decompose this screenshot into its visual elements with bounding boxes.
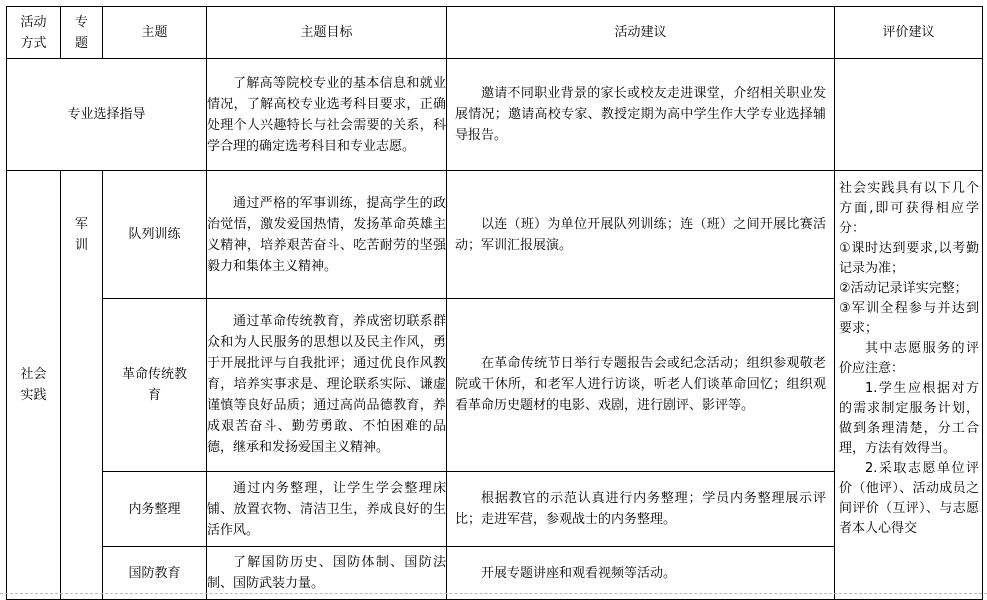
table-row-major-guidance <box>7 59 983 171</box>
theme-cell: 国防教育 <box>103 547 207 600</box>
eval-note: 其中志愿服务的评价应注意： <box>839 341 979 376</box>
header-topic-type: 专题 <box>61 7 103 59</box>
eval-point-2: 2.采取志愿单位评价（他评）、活动成员之间评价（互评）、与志愿者本人心得交 <box>839 461 979 536</box>
goal-cell: 了解国防历史、国防体制、国防法制、国防武装力量。 <box>207 547 447 600</box>
eval-item-2: ②活动记录详实完整； <box>839 281 968 296</box>
topic-continuation <box>61 547 103 600</box>
theme-cell: 革命传统教育 <box>103 299 207 472</box>
topic-military-training <box>61 171 103 299</box>
eval-intro: 社会实践具有以下几个方面,即可获得相应学分： <box>839 181 979 236</box>
header-row <box>7 7 983 59</box>
suggestion-cell: 以连（班）为单位开展队列训练；连（班）之间开展比赛活动；军训汇报展演。 <box>447 171 835 299</box>
header-goal: 主题目标 <box>207 7 447 59</box>
theme-cell: 内务整理 <box>103 471 207 546</box>
goal-cell: 了解高等院校专业的基本信息和就业情况，了解高校专业选考科目要求，正确处理个人兴趣特长与社会需要的关系，科学合理的确定选考科目和专业志愿。 <box>207 59 447 171</box>
theme-major-guidance: 专业选择指导 <box>7 59 207 171</box>
table-row <box>7 171 983 299</box>
header-evaluation: 评价建议 <box>835 7 983 59</box>
activity-table <box>6 6 983 600</box>
header-suggestion: 活动建议 <box>447 7 835 59</box>
eval-item-1: ①课时达到要求,以考勤记录为准； <box>839 241 979 276</box>
topic-continuation <box>61 299 103 472</box>
header-mode: 活动方式 <box>7 7 61 59</box>
header-theme: 主题 <box>103 7 207 59</box>
eval-point-1: 1.学生应根据对方的需求制定服务计划，做到条理清楚，分工合理，方法有效得当。 <box>839 381 979 456</box>
eval-item-3: ③军训全程参与并达到要求； <box>839 301 979 336</box>
suggestion-cell: 邀请不同职业背景的家长或校友走进课堂，介绍相关职业发展情况；邀请高校专家、教授定期为高中学生作大学专业选择辅导报告。 <box>447 59 835 171</box>
suggestion-cell: 开展专题讲座和观看视频等活动。 <box>447 547 835 600</box>
mode-social-practice <box>7 171 61 600</box>
theme-cell: 队列训练 <box>103 171 207 299</box>
goal-cell: 通过严格的军事训练，提高学生的政治觉悟，激发爱国热情，发扬革命英雄主义精神，培养艰苦奋斗、吃苦耐劳的坚强毅力和集体主义精神。 <box>207 171 447 299</box>
goal-cell: 通过革命传统教育，养成密切联系群众和为人民服务的思想以及民主作风，勇于开展批评与自我批评；通过优良作风教育，培养实事求是、理论联系实际、谦虚谨慎等良好品质；通过高尚品德教育，养成艰苦奋斗、勤劳勇敢、不怕困难的品德，继承和发扬爱国主义精神。 <box>207 299 447 472</box>
topic-continuation <box>61 471 103 546</box>
goal-cell: 通过内务整理，让学生学会整理床铺、放置衣物、清洁卫生，养成良好的生活作风。 <box>207 471 447 546</box>
suggestion-cell: 根据教官的示范认真进行内务整理；学员内务整理展示评比；走进军营，参观战士的内务整理。 <box>447 471 835 546</box>
mode-label: 社会实践 <box>20 367 47 403</box>
topic-label: 军训 <box>74 216 88 253</box>
page-edge-divider <box>0 593 987 595</box>
suggestion-cell: 在革命传统节日举行专题报告会或纪念活动；组织参观敬老院或干休所，和老军人进行访谈，听老人们谈革命回忆；组织观看革命历史题材的电影、戏剧，进行剧评、影评等。 <box>447 299 835 472</box>
evaluation-cell-empty <box>835 59 983 171</box>
evaluation-text <box>835 171 982 599</box>
evaluation-cell <box>835 171 983 600</box>
